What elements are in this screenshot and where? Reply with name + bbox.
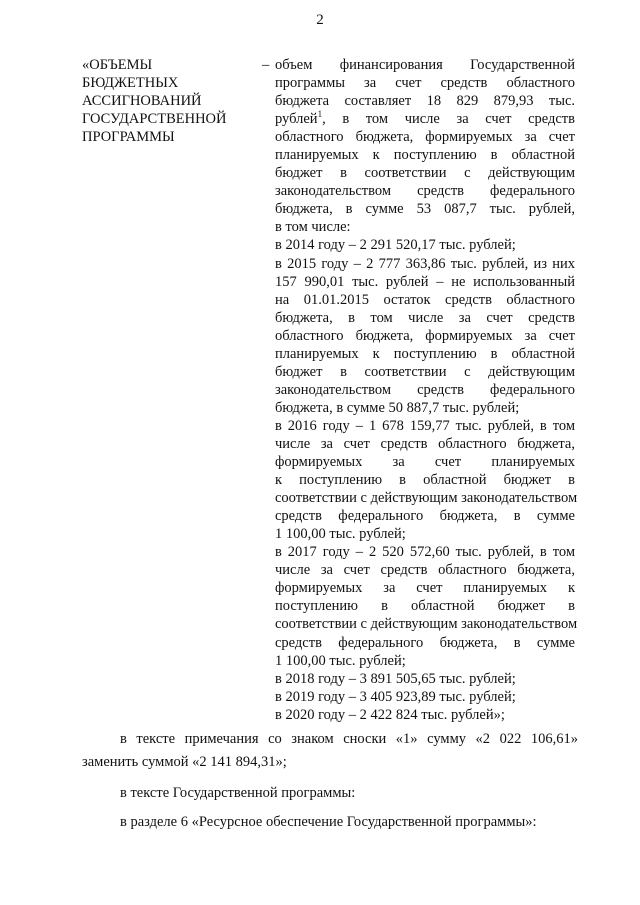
funding-line: числе за счет средств областного бюджета, <box>275 435 575 452</box>
funding-line: числе за счет средств областного бюджета, <box>275 562 575 579</box>
list-dash: – <box>262 57 270 73</box>
funding-line: в том числе: <box>275 219 351 236</box>
page-number: 2 <box>316 12 324 28</box>
funding-line: бюджет в соответствии с действующим <box>275 363 575 380</box>
note-line: заменить суммой «2 141 894,31»; <box>82 754 287 770</box>
section-heading <box>82 56 257 146</box>
funding-line: формируемых за счет планируемых к <box>275 580 575 597</box>
funding-line: в 2020 году – 2 422 824 тыс. рублей»; <box>275 706 505 723</box>
funding-description <box>275 56 578 724</box>
funding-line: законодательством средств федерального <box>275 381 575 398</box>
funding-line: в 2017 году – 2 520 572,60 тыс. рублей, в том <box>275 544 575 561</box>
funding-line: поступлению в областной бюджет в <box>275 598 575 615</box>
heading-line: ГОСУДАРСТВЕННОЙ <box>82 111 227 127</box>
funding-line: планируемых к поступлению в областной <box>275 147 575 164</box>
funding-line: объем финансирования Государственной <box>275 57 575 73</box>
funding-line-text: , в том числе за счет средств <box>322 111 575 128</box>
funding-line: 1 100,00 тыс. рублей; <box>275 526 406 543</box>
funding-line: бюджета, в том числе за счет средств <box>275 309 575 326</box>
program-text-paragraph: в тексте Государственной программы: <box>120 785 356 801</box>
funding-line: бюджета, в сумме 53 087,7 тыс. рублей, <box>275 201 575 218</box>
section6-paragraph: в разделе 6 «Ресурсное обеспечение Государственной программы»: <box>120 814 537 830</box>
funding-line: соответствии с действующим законодательством <box>275 616 578 633</box>
funding-line: планируемых к поступлению в областной <box>275 345 575 362</box>
funding-line: в 2016 году – 1 678 159,77 тыс. рублей, в том <box>275 417 575 434</box>
funding-line: областного бюджета, формируемых за счет <box>275 327 575 344</box>
funding-line: средств федерального бюджета, в сумме <box>275 508 575 525</box>
funding-line <box>275 110 575 128</box>
funding-line: бюджета, в сумме 50 887,7 тыс. рублей; <box>275 399 520 416</box>
funding-line: 157 990,01 тыс. рублей – не использованный <box>275 273 575 290</box>
footnote-marker: 1 <box>317 109 323 120</box>
funding-line: в 2019 году – 3 405 923,89 тыс. рублей; <box>275 688 516 705</box>
heading-line: ПРОГРАММЫ <box>82 129 175 145</box>
funding-line-text: рублей <box>275 111 318 128</box>
funding-line: в 2014 году – 2 291 520,17 тыс. рублей; <box>275 237 516 254</box>
heading-line: АССИГНОВАНИЙ <box>82 93 202 109</box>
heading-line: «ОБЪЕМЫ <box>82 57 153 73</box>
note-line: в тексте примечания со знаком сноски «1» сумму «2 022 106,61» <box>120 731 578 747</box>
funding-line: программы за счет средств областного <box>275 75 575 92</box>
funding-line: законодательством средств федерального <box>275 183 575 200</box>
funding-line: формируемых за счет планируемых <box>275 454 575 471</box>
funding-line: в 2018 году – 3 891 505,65 тыс. рублей; <box>275 670 516 687</box>
note-paragraph <box>82 730 578 771</box>
funding-line: в 2015 году – 2 777 363,86 тыс. рублей, из них <box>275 255 575 272</box>
funding-line: областного бюджета, формируемых за счет <box>275 129 575 146</box>
heading-line: БЮДЖЕТНЫХ <box>82 75 179 91</box>
funding-line: 1 100,00 тыс. рублей; <box>275 652 406 669</box>
funding-line: соответствии с действующим законодательством <box>275 490 578 507</box>
funding-line: бюджета составляет 18 829 879,93 тыс. <box>275 93 575 110</box>
funding-line: на 01.01.2015 остаток средств областного <box>275 291 575 308</box>
funding-line: средств федерального бюджета, в сумме <box>275 634 575 651</box>
funding-line: бюджет в соответствии с действующим <box>275 165 575 182</box>
funding-line: к поступлению в областной бюджет в <box>275 472 575 489</box>
